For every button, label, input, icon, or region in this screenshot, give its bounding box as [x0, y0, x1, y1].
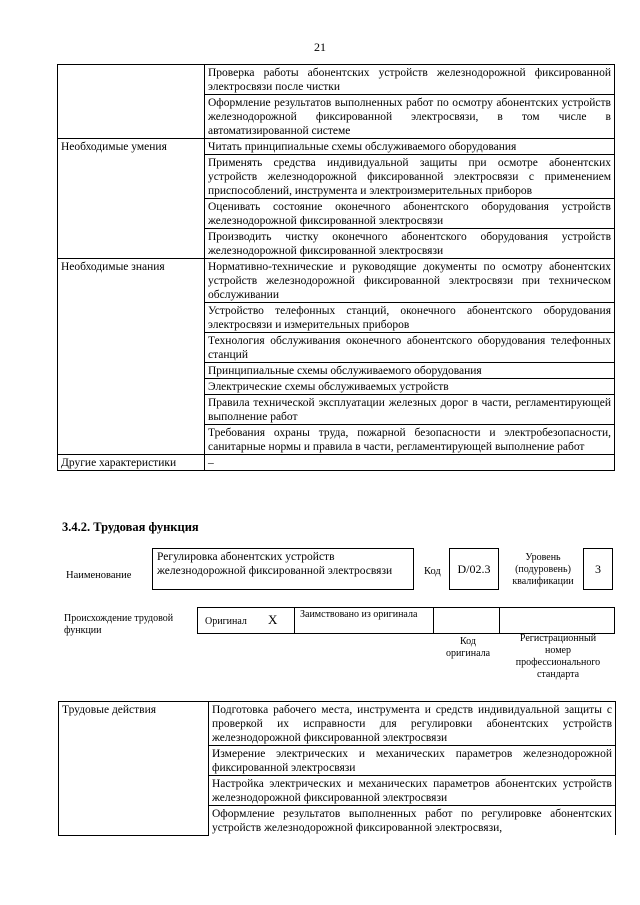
- list-item: Технология обслуживания оконечного абонентского оборудования телефонных станций: [205, 333, 615, 363]
- list-item: –: [205, 455, 615, 471]
- row-label-skills: Необходимые умения: [58, 139, 205, 259]
- list-item: Измерение электрических и механических параметров железнодорожной фиксированной электросвязи: [209, 746, 616, 776]
- row-label-actions: Трудовые действия: [59, 702, 209, 836]
- list-item: Принципиальные схемы обслуживаемого оборудования: [205, 363, 615, 379]
- original-label: Оригинал: [205, 616, 247, 627]
- list-item: Устройство телефонных станций, оконечного абонентского оборудования электросвязи и измерительных приборов: [205, 303, 615, 333]
- table-row: [58, 139, 615, 155]
- row-label: [58, 65, 205, 139]
- level-label: Уровень (подуровень) квалификации: [512, 552, 574, 587]
- page-number: 21: [314, 40, 326, 54]
- list-item: Производить чистку оконечного абонентского оборудования устройств железнодорожной фиксированной электросвязи: [205, 229, 615, 259]
- reg-caption: Регистрационный номер профессионального стандарта: [515, 633, 601, 680]
- row-label-other: Другие характеристики: [58, 455, 205, 471]
- section-title: 3.4.2. Трудовая функция: [62, 520, 199, 534]
- list-item: Нормативно-технические и руководящие документы по осмотру абонентских устройств железнодорожной фиксированной электросвязи при техническом обслуживании: [205, 259, 615, 303]
- table-row: [58, 455, 615, 471]
- row-label-knowledge: Необходимые знания: [58, 259, 205, 455]
- list-item: Оценивать состояние оконечного абонентского оборудования устройств железнодорожной фиксированной электросвязи: [205, 199, 615, 229]
- list-item: Оформление результатов выполненных работ по регулировке абонентских устройств железнодорожной фиксированной электросвязи,: [209, 806, 616, 836]
- borrowed-cell: Заимствовано из оригинала: [294, 607, 434, 634]
- table-row: [58, 65, 615, 95]
- actions-table: [58, 701, 616, 836]
- code-caption: Код оригинала: [445, 636, 491, 659]
- list-item: Проверка работы абонентских устройств железнодорожной фиксированной электросвязи после чистки: [205, 65, 615, 95]
- table-row: [58, 259, 615, 303]
- table-row: [59, 702, 616, 746]
- function-name: Регулировка абонентских устройств железнодорожной фиксированной электросвязи: [152, 548, 414, 590]
- code-label: Код: [424, 566, 441, 577]
- list-item: Подготовка рабочего места, инструмента и средств индивидуальной защиты с проверкой их исправности для регулировки абонентских устройств железнодорожной фиксированной электросвязи: [209, 702, 616, 746]
- origin-label: Происхождение трудовой функции: [64, 613, 174, 636]
- requirements-table: [57, 64, 615, 471]
- original-code-cell: [433, 607, 500, 634]
- list-item: Читать принципиальные схемы обслуживаемого оборудования: [205, 139, 615, 155]
- list-item: Оформление результатов выполненных работ по осмотру абонентских устройств железнодорожной фиксированной электросвязи, в том числе в автоматизированной системе: [205, 95, 615, 139]
- list-item: Электрические схемы обслуживаемых устройств: [205, 379, 615, 395]
- original-mark: X: [268, 612, 278, 627]
- function-level: 3: [583, 548, 613, 590]
- name-label: Наименование: [66, 570, 132, 581]
- list-item: Правила технической эксплуатации железных дорог в части, регламентирующей выполнение работ: [205, 395, 615, 425]
- list-item: Требования охраны труда, пожарной безопасности и электробезопасности, санитарные нормы и правила в части, регламентирующей выполнение работ: [205, 425, 615, 455]
- function-code: D/02.3: [449, 548, 499, 590]
- list-item: Настройка электрических и механических параметров абонентских устройств железнодорожной фиксированной электросвязи: [209, 776, 616, 806]
- list-item: Применять средства индивидуальной защиты при осмотре абонентских устройств железнодорожной фиксированной электросвязи с применением приспособлений, инструмента и электроизмерительных приборов: [205, 155, 615, 199]
- reg-number-cell: [499, 607, 615, 634]
- original-cell: [197, 607, 295, 634]
